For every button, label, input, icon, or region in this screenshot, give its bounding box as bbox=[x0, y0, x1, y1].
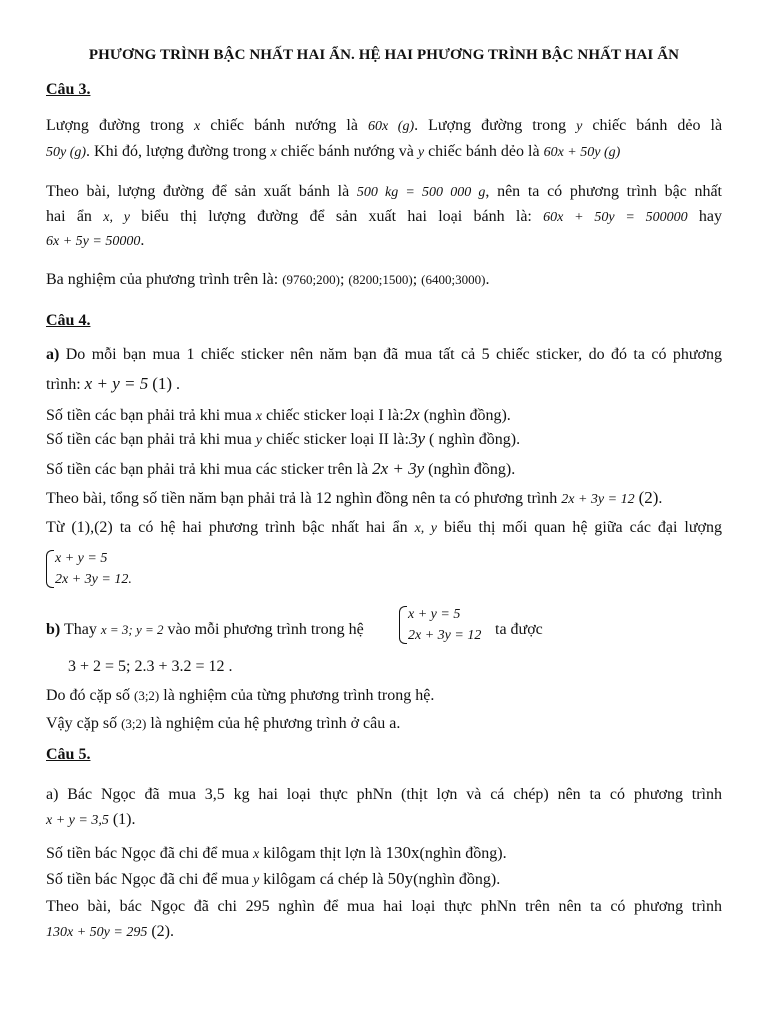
math-y: y bbox=[255, 433, 262, 448]
math-pair: (9760;200) bbox=[282, 272, 340, 287]
text: chiếc sticker loại I là: bbox=[265, 407, 404, 424]
text: chiếc bánh nướng là bbox=[210, 117, 358, 134]
math-expr: x + y = 5 bbox=[84, 374, 149, 393]
equation-number: (2) bbox=[151, 923, 170, 940]
math-x: x bbox=[255, 409, 262, 424]
text: . Khi đó, lượng đường trong bbox=[86, 143, 267, 160]
text: kilôgam cá chép là bbox=[263, 871, 384, 888]
page-title: PHƯƠNG TRÌNH BẬC NHẤT HAI ẨN. HỆ HAI PHƯƠNG TRÌNH BẬC NHẤT HAI ẨN bbox=[88, 47, 680, 63]
cau4b-system bbox=[399, 604, 481, 646]
cau4a-line6 bbox=[46, 488, 722, 510]
text: . bbox=[176, 376, 181, 393]
text: . bbox=[131, 811, 136, 828]
math-x: x bbox=[193, 119, 201, 134]
text: kilôgam thịt lợn là bbox=[263, 845, 382, 862]
text: là nghiệm của hệ phương trình ở câu a. bbox=[150, 715, 401, 732]
text: Vậy cặp số bbox=[46, 715, 118, 732]
math-expr: 60x + 50y (g) bbox=[543, 145, 621, 160]
cau4a-line4 bbox=[46, 429, 722, 451]
cau4a-line1 bbox=[46, 345, 722, 365]
text: (nghìn đồng). bbox=[419, 845, 507, 862]
math-pair: (6400;3000) bbox=[421, 272, 486, 287]
brace-icon bbox=[46, 550, 54, 588]
system-eq-2: 2x + 3y = 12 bbox=[55, 572, 129, 587]
cau4a-line7 bbox=[46, 518, 722, 539]
math-y: y bbox=[576, 119, 583, 134]
cau5-line1: a) Bác Ngọc đã mua 3,5 kg hai loại thực phNn (thịt lợn và cá chép) nên ta có phương trình bbox=[46, 786, 722, 803]
text: chiếc bánh nướng và bbox=[280, 143, 414, 160]
cau3-p1-line2 bbox=[46, 142, 722, 163]
text: . Lượng đường trong bbox=[414, 117, 567, 134]
math-expr: 130x bbox=[385, 843, 420, 862]
cau3-p2-line2 bbox=[46, 207, 722, 228]
cau4b-line1-tail: ta được bbox=[495, 621, 543, 638]
math-expr: 6x + 5y = 50000 bbox=[46, 234, 141, 249]
text: Thay bbox=[63, 621, 97, 638]
text: Ba nghiệm của phương trình trên là: bbox=[46, 271, 279, 288]
text: chiếc sticker loại II là: bbox=[265, 431, 409, 448]
text: biểu thị lượng đường để sản xuất hai loại bánh là: bbox=[141, 208, 532, 225]
cau4b-line3 bbox=[46, 686, 722, 706]
math-expr: x + y = 3,5 bbox=[46, 813, 109, 828]
math-expr: 60x (g) bbox=[368, 119, 415, 134]
text: (nghìn đồng). bbox=[413, 871, 501, 888]
cau5-line3 bbox=[46, 843, 722, 865]
text: . bbox=[658, 490, 663, 507]
cau5-line4 bbox=[46, 869, 722, 891]
equation-number: (1) bbox=[112, 811, 132, 828]
math-expr: 2x + 3y = 12 bbox=[561, 492, 635, 507]
brace-icon bbox=[399, 606, 407, 644]
math-x: x bbox=[253, 847, 260, 862]
cau4b-line2: 3 + 2 = 5; 2.3 + 3.2 = 12 . bbox=[68, 658, 233, 675]
cau4a-line5 bbox=[46, 459, 722, 480]
text: Số tiền các bạn phải trả khi mua bbox=[46, 431, 252, 448]
text: (nghìn đồng). bbox=[428, 461, 516, 478]
text: trình: bbox=[46, 376, 81, 393]
system-eq-1: x + y = 5 bbox=[408, 607, 461, 622]
system-eq-2: 2x + 3y = 12 bbox=[408, 628, 482, 643]
math-pair: (3;2) bbox=[133, 688, 160, 703]
cau3-heading: Câu 3. bbox=[46, 81, 91, 98]
cau4a-system bbox=[46, 548, 132, 590]
text: Theo bài, tổng số tiền năm bạn phải trả là 12 nghìn đồng nên ta có phương trình bbox=[46, 490, 558, 507]
cau3-p2-line1 bbox=[46, 182, 722, 203]
text: Do mỗi bạn mua 1 chiếc sticker nên năm bạn đã mua tất cả 5 chiếc sticker, do đó ta có phương bbox=[65, 346, 723, 363]
text: Theo bài, lượng đường để sản xuất bánh là bbox=[46, 183, 350, 200]
cau5-heading: Câu 5. bbox=[46, 746, 91, 763]
text: . bbox=[169, 923, 174, 940]
text: Lượng đường trong bbox=[46, 117, 184, 134]
text: . bbox=[485, 271, 490, 288]
part-label: b) bbox=[46, 621, 61, 638]
cau4b-line4 bbox=[46, 714, 722, 734]
cau3-p3 bbox=[46, 270, 722, 290]
text: Số tiền các bạn phải trả khi mua bbox=[46, 407, 252, 424]
cau3-p1-line1 bbox=[46, 116, 722, 137]
cau5-line5: Theo bài, bác Ngọc đã chi 295 nghìn để mua hai loại thực phNn trên nên ta có phương trình bbox=[46, 898, 722, 915]
math-expr: 50y bbox=[387, 869, 414, 888]
text: Từ (1),(2) ta có hệ hai phương trình bậc nhất hai ẩn bbox=[46, 519, 408, 536]
math-expr: 3y bbox=[408, 429, 426, 448]
math-x: x bbox=[270, 145, 277, 160]
math-y: y bbox=[253, 873, 260, 888]
part-label: a) bbox=[46, 346, 60, 363]
cau4a-line2 bbox=[46, 374, 722, 395]
cau5-line6 bbox=[46, 922, 722, 943]
cau3-p2-line3 bbox=[46, 231, 722, 252]
math-xy: x, y bbox=[103, 210, 130, 225]
system-eq-1: x + y = 5 bbox=[55, 551, 108, 566]
text: ; bbox=[339, 271, 345, 288]
math-expr: 50y (g) bbox=[46, 145, 87, 160]
math-expr: 500 kg = 500 000 g bbox=[356, 185, 486, 200]
text: biểu thị mối quan hệ giữa các đại lượng bbox=[443, 519, 723, 536]
text: Do đó cặp số bbox=[46, 687, 130, 704]
text: hay bbox=[698, 208, 723, 225]
math-expr: 60x + 50y = 500000 bbox=[543, 210, 688, 225]
text: chiếc bánh dẻo là bbox=[592, 117, 723, 134]
text: . bbox=[128, 572, 132, 587]
cau4a-line3 bbox=[46, 405, 722, 427]
math-pair: (3;2) bbox=[121, 716, 147, 731]
text: hai ẩn bbox=[46, 208, 92, 225]
text: ; bbox=[412, 271, 418, 288]
text: ( nghìn đồng). bbox=[429, 431, 521, 448]
equation-number: (2) bbox=[638, 488, 659, 507]
math-pair: (8200;1500) bbox=[348, 272, 413, 287]
text: Số tiền bác Ngọc đã chi để mua bbox=[46, 845, 250, 862]
cau4-heading: Câu 4. bbox=[46, 312, 91, 329]
text: chiếc bánh dẻo là bbox=[428, 143, 540, 160]
math-expr: 2x + 3y bbox=[372, 459, 425, 478]
cau5-line2 bbox=[46, 810, 722, 831]
equation-number: (1) bbox=[152, 374, 173, 393]
text: là nghiệm của từng phương trình trong hệ. bbox=[163, 687, 435, 704]
text: , nên ta có phương trình bậc nhất bbox=[485, 183, 722, 200]
text: vào mỗi phương trình trong hệ bbox=[167, 621, 364, 638]
math-expr: x = 3; y = 2 bbox=[100, 622, 164, 637]
cau4b-line1 bbox=[46, 620, 722, 640]
text: . bbox=[140, 232, 145, 249]
math-y: y bbox=[417, 145, 425, 160]
math-expr: 2x bbox=[403, 405, 420, 424]
math-expr: 130x + 50y = 295 bbox=[46, 925, 148, 940]
math-xy: x, y bbox=[414, 521, 437, 536]
text: Số tiền bác Ngọc đã chi để mua bbox=[46, 871, 250, 888]
text: (nghìn đồng). bbox=[423, 407, 511, 424]
text: Số tiền các bạn phải trả khi mua các sticker trên là bbox=[46, 461, 369, 478]
